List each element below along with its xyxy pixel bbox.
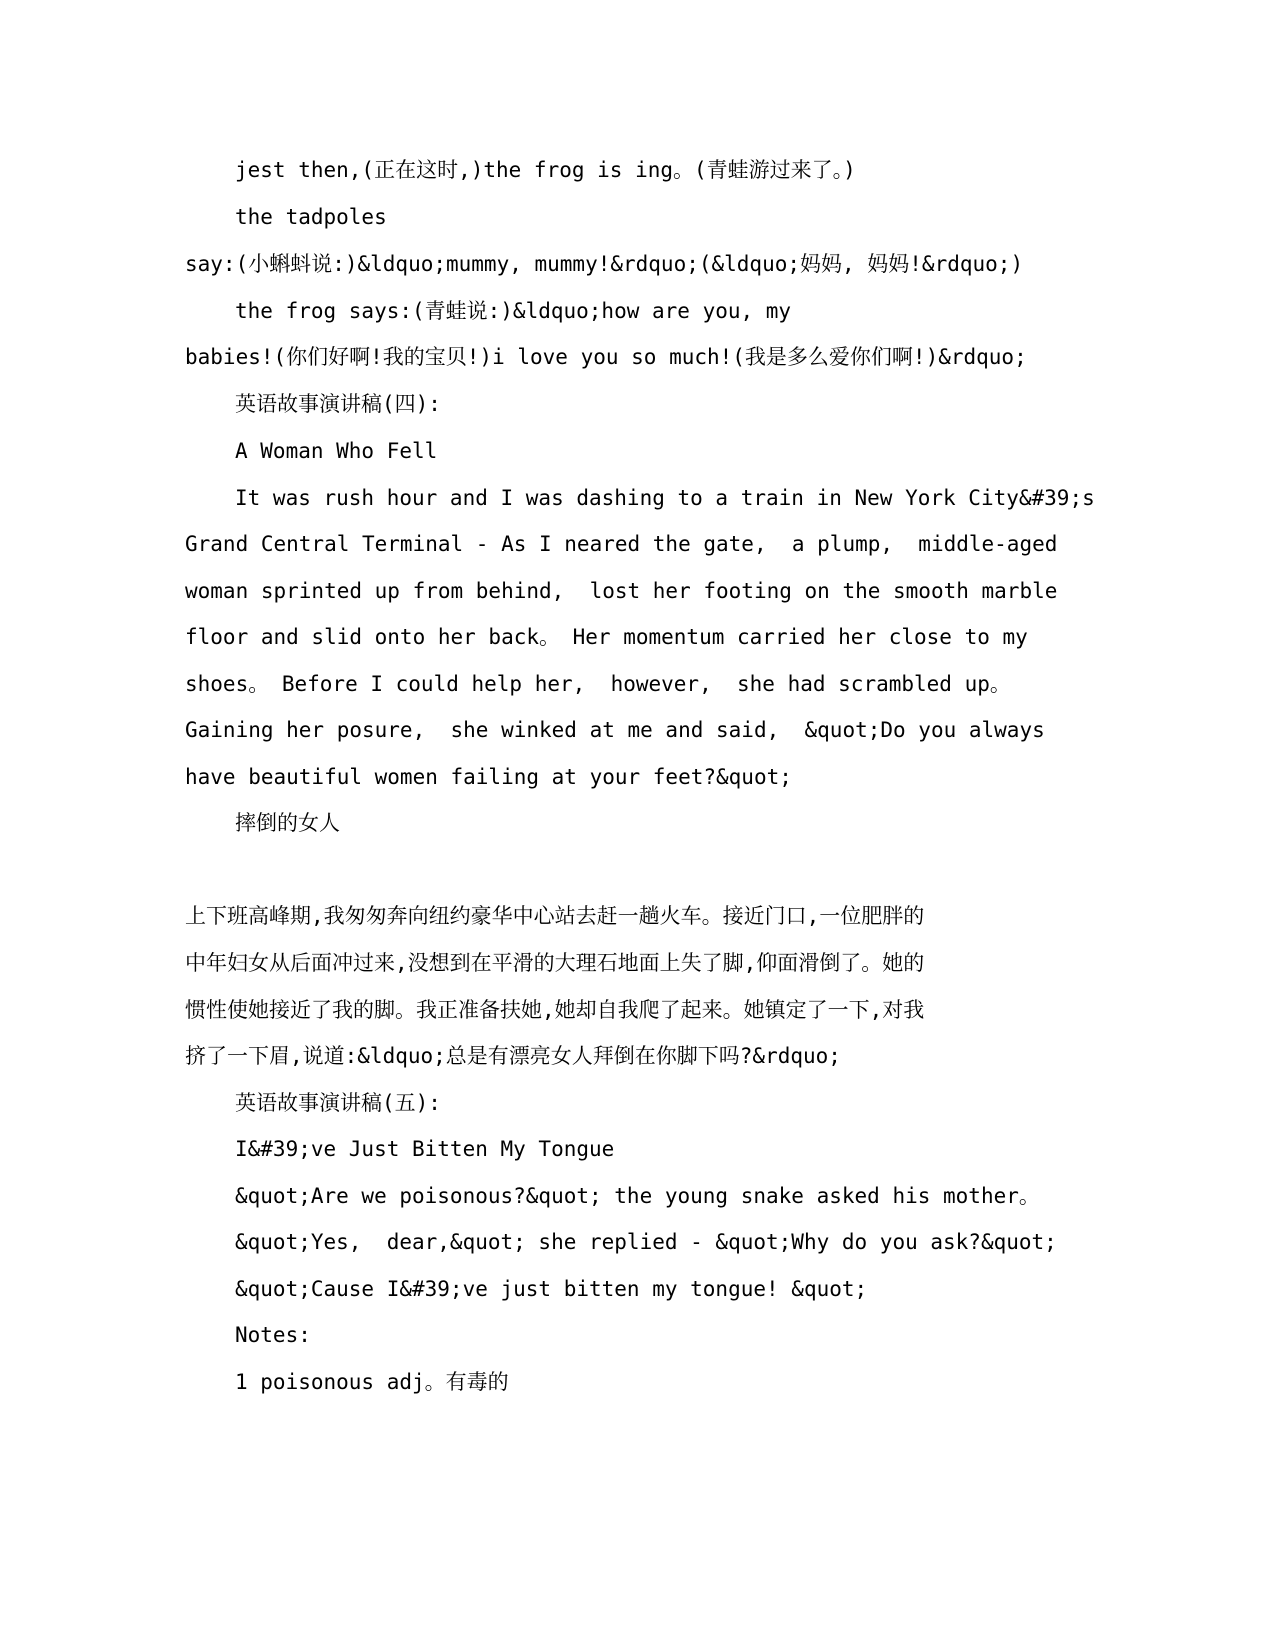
text-line: woman sprinted up from behind, lost her footing on the smooth marble: [185, 579, 1058, 603]
text-line: Grand Central Terminal - As I neared the gate, a plump, middle-aged: [185, 532, 1058, 556]
text-line: have beautiful women failing at your feet?&quot;: [185, 765, 792, 789]
notes-heading: Notes:: [235, 1323, 311, 1347]
text-line: It was rush hour and I was dashing to a train in New York City&#39;s: [235, 486, 1095, 510]
text-line: 挤了一下眉,说道:&ldquo;总是有漂亮女人拜倒在你脚下吗?&rdquo;: [185, 1044, 841, 1068]
text-line: Gaining her posure, she winked at me and said, &quot;Do you always: [185, 718, 1045, 742]
section-heading: 英语故事演讲稿(五):: [235, 1091, 441, 1115]
note-item: 1 poisonous adj。有毒的: [235, 1370, 509, 1394]
text-line: &quot;Are we poisonous?&quot; the young snake asked his mother。: [235, 1184, 1040, 1208]
text-line: floor and slid onto her back。 Her momentum carried her close to my: [185, 625, 1028, 649]
text-line: &quot;Yes, dear,&quot; she replied - &quot;Why do you ask?&quot;: [235, 1230, 1057, 1254]
text-line: shoes。 Before I could help her, however, she had scrambled up。: [185, 672, 1011, 696]
text-line: 惯性使她接近了我的脚。我正准备扶她,她却自我爬了起来。她镇定了一下,对我: [185, 998, 925, 1022]
story-title-chinese: 摔倒的女人: [235, 811, 340, 835]
text-line: jest then,(正在这时,)the frog is ing。(青蛙游过来了。): [235, 158, 856, 182]
section-heading: 英语故事演讲稿(四):: [235, 392, 441, 416]
text-line: say:(小蝌蚪说:)&ldquo;mummy, mummy!&rdquo;(&ldquo;妈妈, 妈妈!&rdquo;): [185, 252, 1024, 276]
text-line: 中年妇女从后面冲过来,没想到在平滑的大理石地面上失了脚,仰面滑倒了。她的: [185, 951, 925, 975]
text-line: the frog says:(青蛙说:)&ldquo;how are you, my: [235, 299, 792, 323]
story-title: I&#39;ve Just Bitten My Tongue: [235, 1137, 615, 1161]
text-line: babies!(你们好啊!我的宝贝!)i love you so much!(我是多么爱你们啊!)&rdquo;: [185, 345, 1027, 369]
text-line: the tadpoles: [235, 205, 387, 229]
text-line: &quot;Cause I&#39;ve just bitten my tongue! &quot;: [235, 1277, 868, 1301]
text-line: 上下班高峰期,我匆匆奔向纽约豪华中心站去赶一趟火车。接近门口,一位肥胖的: [185, 904, 925, 928]
story-title: A Woman Who Fell: [235, 439, 438, 463]
